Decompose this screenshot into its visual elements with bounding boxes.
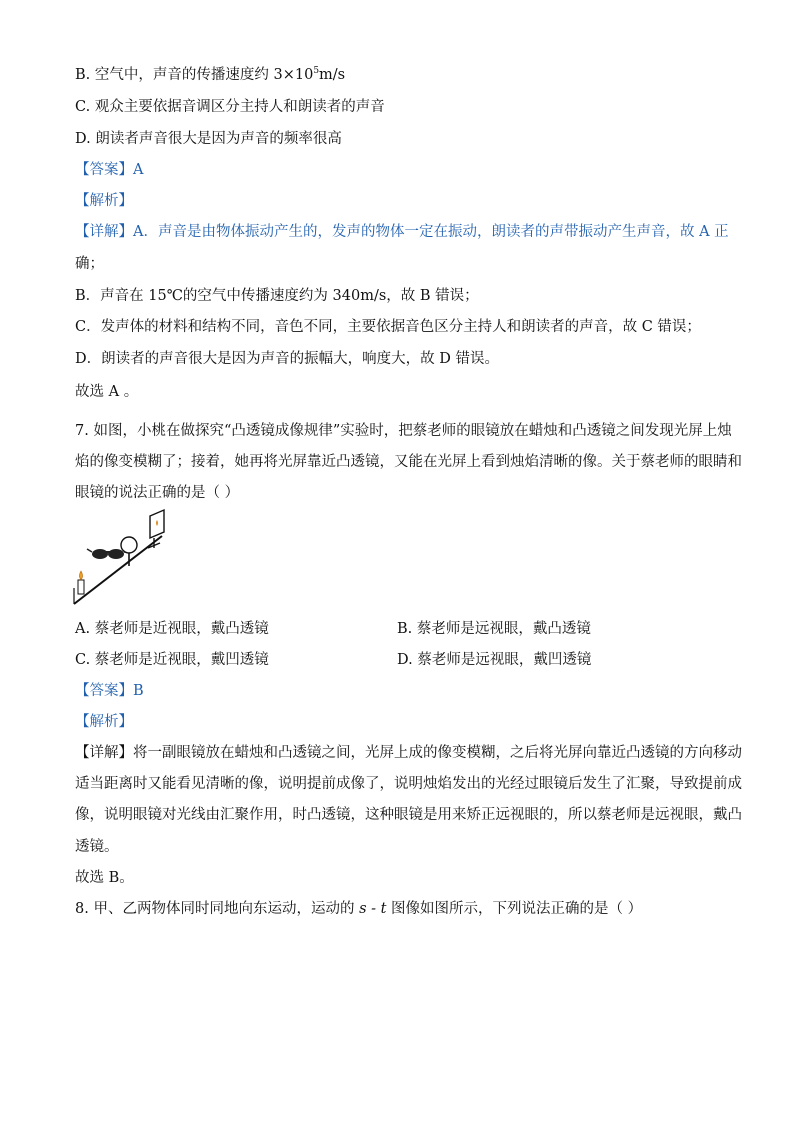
q7-answer: 【答案】B: [75, 683, 144, 699]
q7-detail-2: 适当距离时又能看见清晰的像，说明提前成像了，说明烛焰发出的光经过眼镜后发生了汇聚，导致提前成: [75, 776, 742, 792]
q7-stem-2: 焰的像变模糊了；接着，她再将光屏靠近凸透镜，又能在光屏上看到烛焰清晰的像。关于蔡老师的眼睛和: [75, 454, 742, 470]
q7-analysis-label: 【解析】: [75, 714, 133, 730]
q6-conclusion: 故选 A 。: [75, 384, 139, 400]
q6-detail-3: C．发声体的材料和结构不同，音色不同，主要依据音色区分主持人和朗读者的声音，故 C 错误；: [75, 319, 701, 335]
q6-detail-1: 【详解】A．声音是由物体振动产生的，发声的物体一定在振动，朗读者的声带振动产生声音，故 A 正: [75, 224, 729, 240]
convex-lens-icon: [121, 537, 137, 566]
q6-option-c: C. 观众主要依据音调区分主持人和朗读者的声音: [75, 99, 385, 115]
q6-analysis-label: 【解析】: [75, 193, 133, 209]
q8-stem: 8. 甲、乙两物体同时同地向东运动，运动的 s - t 图像如图所示，下列说法正确的是（ ）: [75, 901, 643, 917]
q6-detail-1b: 确；: [75, 256, 104, 272]
q7-option-c: C. 蔡老师是近视眼，戴凹透镜: [75, 652, 269, 668]
q6-option-b: B. 空气中，声音的传播速度约 $3\times 10^5m/s$: [75, 66, 346, 83]
q7-option-a: A. 蔡老师是近视眼，戴凸透镜: [75, 621, 269, 637]
q6-option-d: D. 朗读者声音很大是因为声音的频率很高: [75, 131, 342, 147]
q6-detail-2: B．声音在 15℃的空气中传播速度约为 340m/s，故 B 错误；: [75, 288, 479, 304]
optical-bench: [74, 536, 162, 604]
q7-conclusion: 故选 B。: [75, 870, 134, 886]
q7-option-d: D. 蔡老师是远视眼，戴凹透镜: [397, 652, 592, 668]
q7-detail-3: 像，说明眼镜对光线由汇聚作用，时凸透镜，这种眼镜是用来矫正远视眼的，所以蔡老师是远视眼，戴凸: [75, 807, 742, 823]
light-screen-icon: [148, 510, 164, 548]
q7-option-b: B. 蔡老师是远视眼，戴凸透镜: [397, 621, 591, 637]
q7-stem-3: 眼镜的说法正确的是（ ）: [75, 485, 240, 501]
q7-stem-1: 7. 如图，小桃在做探究“凸透镜成像规律”实验时，把蔡老师的眼镜放在蜡烛和凸透镜之间发现光屏上烛: [75, 423, 732, 439]
q6-answer: 【答案】A: [75, 162, 144, 178]
q7-detail-4: 透镜。: [75, 839, 119, 855]
q6-detail-4: D．朗读者的声音很大是因为声音的振幅大，响度大，故 D 错误。: [75, 351, 499, 367]
q7-detail-1: 【详解】将一副眼镜放在蜡烛和凸透镜之间，光屏上成的像变模糊，之后将光屏向靠近凸透镜的方向移动: [75, 745, 742, 761]
candle-icon: [78, 571, 84, 594]
lens-experiment-figure: [70, 508, 180, 610]
